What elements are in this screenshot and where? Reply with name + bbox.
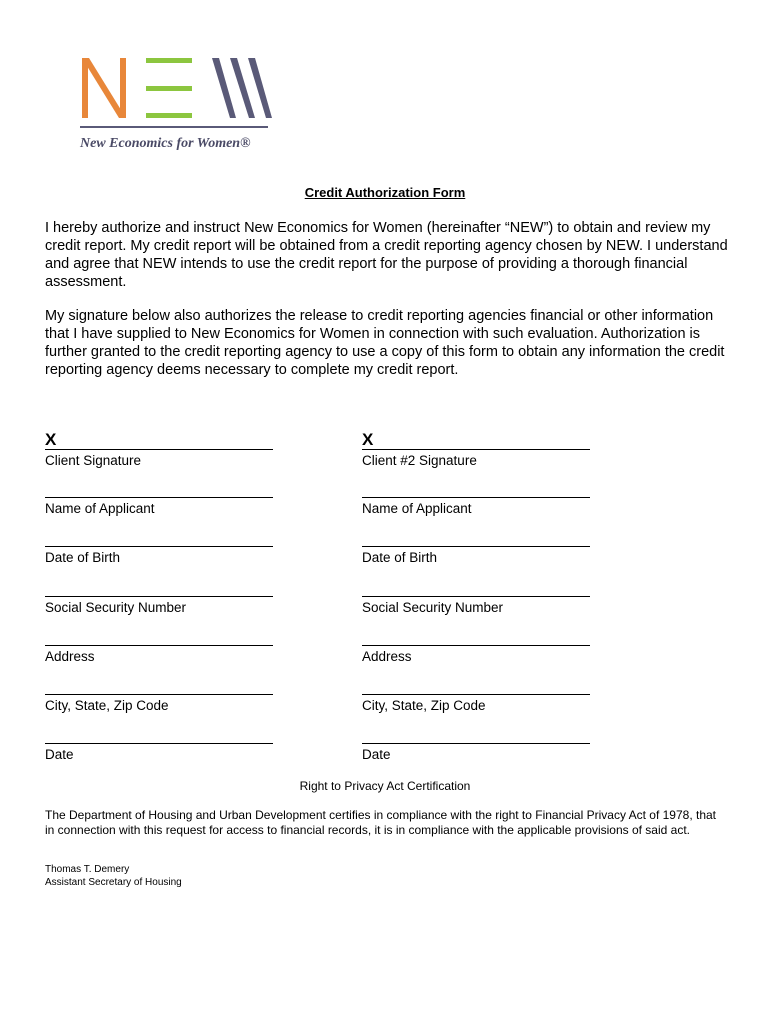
city-state-zip-2-field[interactable] (362, 694, 590, 714)
signature-line (45, 497, 273, 498)
logo-letter-e (146, 58, 192, 118)
field-label: Address (45, 649, 95, 664)
signature-line (45, 596, 273, 597)
logo-tagline: New Economics for Women® (80, 136, 251, 151)
release-paragraph: My signature below also authorizes the release to credit reporting agencies financial or other information that I have supplied to New Economics for Women in connection with such evaluation. Authorization is further granted to the credit reporting agency to use a copy of this form to obtain any information the credit reporting agency deems necessary to complete my credit report. (45, 308, 725, 378)
signature-line (362, 743, 590, 744)
address-field[interactable] (45, 645, 273, 665)
field-label: Date of Birth (362, 550, 438, 565)
name-of-applicant-2-field[interactable] (362, 497, 590, 517)
field-label: City, State, Zip Code (45, 698, 169, 713)
field-label: Date (45, 747, 74, 762)
date-of-birth-2-field[interactable] (362, 546, 590, 566)
signature-line (45, 546, 273, 547)
field-label: Client Signature (45, 453, 142, 468)
logo-letter-n (82, 58, 126, 118)
field-label: Address (362, 649, 412, 664)
signature-x-mark: X (362, 431, 590, 450)
date-field[interactable] (45, 743, 273, 763)
new-logo-mark (80, 55, 280, 123)
signer-name: Thomas T. Demery (45, 864, 130, 875)
field-label: Date (362, 747, 391, 762)
signer-title: Assistant Secretary of Housing (45, 876, 182, 888)
ssn-field[interactable] (45, 596, 273, 616)
signature-line (362, 645, 590, 646)
signature-line (362, 546, 590, 547)
privacy-title: Right to Privacy Act Certification (299, 779, 471, 793)
privacy-text: The Department of Housing and Urban Development certifies in compliance with the right to Financial Privacy Act of 1978, that in connection with this request for access to financial records, it is in compliance with the applicable provisions of said act. (45, 808, 717, 837)
field-label: Name of Applicant (45, 501, 155, 516)
field-label: Client #2 Signature (362, 453, 477, 468)
date-of-birth-field[interactable] (45, 546, 273, 566)
ssn-2-field[interactable] (362, 596, 590, 616)
signature-line (45, 694, 273, 695)
client-2-signature-field[interactable] (362, 431, 590, 469)
signature-line (45, 743, 273, 744)
signature-line (45, 645, 273, 646)
client-signature-field[interactable] (45, 431, 273, 469)
name-of-applicant-field[interactable] (45, 497, 273, 517)
field-label: Social Security Number (45, 600, 187, 615)
logo (80, 55, 280, 123)
field-label: Social Security Number (362, 600, 504, 615)
address-2-field[interactable] (362, 645, 590, 665)
signature-x-mark: X (45, 431, 273, 450)
date-2-field[interactable] (362, 743, 590, 763)
signer-block (45, 864, 182, 889)
form-title: Credit Authorization Form (304, 185, 466, 200)
signature-line (362, 497, 590, 498)
logo-letter-w (212, 58, 272, 118)
signature-line (362, 694, 590, 695)
signature-line (362, 596, 590, 597)
field-label: City, State, Zip Code (362, 698, 486, 713)
field-label: Name of Applicant (362, 501, 472, 516)
logo-divider (80, 126, 268, 128)
city-state-zip-field[interactable] (45, 694, 273, 714)
field-label: Date of Birth (45, 550, 121, 565)
authorization-paragraph: I hereby authorize and instruct New Economics for Women (hereinafter “NEW”) to obtain and review my credit report. My credit report will be obtained from a credit reporting agency chosen by NEW. I understand and agree that NEW intends to use the credit report for the purpose of providing a thorough financial assessment. (45, 220, 728, 290)
